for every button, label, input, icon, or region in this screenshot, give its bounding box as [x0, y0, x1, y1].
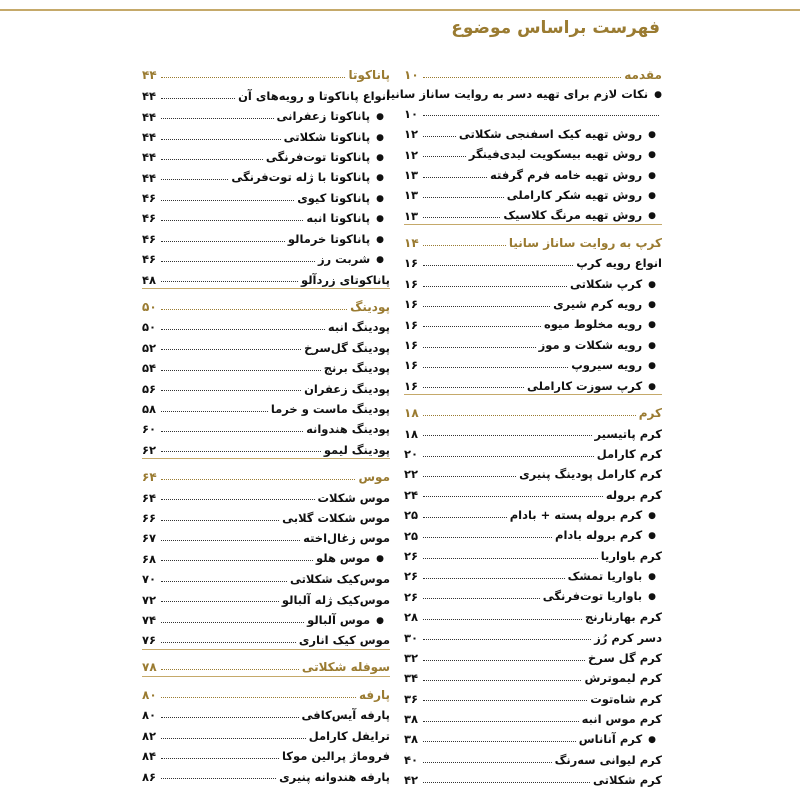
toc-label: ● پاناکوتا شکلاتی — [284, 131, 390, 144]
dot-leader — [423, 115, 659, 116]
toc-label: کرم برولە — [605, 487, 662, 502]
dot-leader — [423, 700, 587, 701]
toc-label: پودینگ هندوانه — [306, 422, 390, 437]
dot-leader — [161, 451, 321, 452]
toc-page-number: ۴۴ — [142, 170, 157, 185]
dot-leader — [423, 286, 567, 287]
dot-leader — [161, 411, 268, 412]
toc-label: موس‌کیک شکلاتی — [289, 572, 390, 587]
toc-label: ● پاناکوتا با ژله توت‌فرنگی — [231, 171, 390, 184]
toc-label: ● کرپ شکلاتی — [570, 278, 662, 291]
toc-page-number: ۴۴ — [142, 68, 157, 83]
dot-leader — [423, 456, 594, 457]
section-divider — [142, 458, 390, 459]
toc-page-number: ۲۸ — [404, 610, 419, 625]
toc-label: ● روش تهیه مرنگ کلاسیک — [503, 209, 662, 222]
toc-page-number: ۱۸ — [404, 405, 419, 420]
toc-page-number: ۴۰ — [404, 752, 419, 767]
dot-leader — [423, 721, 579, 722]
dot-leader — [161, 581, 287, 582]
toc-section[interactable] — [142, 62, 390, 82]
toc-label: ● پاناکوتا توت‌فرنگی — [266, 151, 390, 164]
toc-item[interactable] — [142, 375, 390, 395]
toc-item[interactable] — [404, 705, 662, 725]
toc-item[interactable] — [142, 763, 390, 783]
toc-label: کرم لیوانی سه‌رنگ — [554, 752, 662, 767]
toc-label: ● باواریا توت‌فرنگی — [543, 590, 662, 603]
toc-label: ● کرم آناناس — [579, 733, 662, 746]
dot-leader — [161, 560, 313, 561]
dot-leader — [423, 435, 592, 436]
dot-leader — [161, 159, 263, 160]
toc-item[interactable] — [142, 722, 390, 742]
toc-subitem[interactable] — [142, 164, 390, 184]
toc-section[interactable] — [142, 654, 390, 674]
toc-label: کرم باواریا — [600, 548, 662, 563]
toc-item[interactable] — [142, 354, 390, 374]
toc-item[interactable] — [404, 767, 662, 787]
toc-page-number: ۱۶ — [404, 297, 419, 312]
dot-leader — [423, 517, 507, 518]
toc-label: پودینگ لیمو — [323, 442, 390, 457]
dot-leader — [161, 281, 298, 282]
toc-page-number: ۱۲ — [404, 127, 419, 142]
dot-leader — [161, 642, 296, 643]
toc-page-number: ۱۰ — [404, 106, 419, 121]
toc-label: پاناکوتا — [348, 68, 390, 83]
dot-leader — [423, 136, 456, 137]
toc-item[interactable] — [142, 416, 390, 436]
toc-page-number: ۱۶ — [404, 338, 419, 353]
toc-subitem[interactable] — [404, 202, 662, 222]
toc-label: ● رویه شکلات و موز — [539, 339, 662, 352]
toc-label: ● کرم برولە پسته + بادام — [510, 509, 662, 522]
toc-page-number: ۱۳ — [404, 188, 419, 203]
dot-leader — [161, 697, 356, 698]
toc-subitem[interactable] — [142, 545, 390, 565]
dot-leader — [423, 156, 466, 157]
toc-label: کرم کارامل پودینگ پنیری — [519, 467, 662, 482]
toc-item[interactable] — [404, 440, 662, 460]
dot-leader — [423, 177, 487, 178]
dot-leader — [161, 738, 306, 739]
dot-leader — [161, 778, 276, 779]
toc-label: پارفه آیس‌کافی — [301, 708, 390, 723]
dot-leader — [161, 622, 304, 623]
toc-subitem[interactable] — [142, 205, 390, 225]
toc-item[interactable] — [142, 334, 390, 354]
dot-leader — [423, 578, 565, 579]
toc-label: ● شربت رز — [318, 253, 390, 266]
dot-leader — [161, 98, 235, 99]
dot-leader — [423, 619, 582, 620]
toc-label: ● روش تهیه شکر کاراملی — [507, 189, 662, 202]
toc-label: ● روش تهیه خامه فرم گرفته — [490, 169, 662, 182]
toc-subitem[interactable] — [404, 120, 662, 140]
dot-leader — [161, 139, 281, 140]
toc-page-number: ۱۶ — [404, 378, 419, 393]
dot-leader — [161, 540, 300, 541]
toc-label: کرم موس انبه — [581, 712, 662, 727]
toc-page-number: ۱۰ — [404, 68, 419, 83]
toc-item[interactable] — [142, 484, 390, 504]
toc-label: ● پاناکوتا خرمالو — [288, 233, 390, 246]
toc-subitem[interactable] — [404, 331, 662, 351]
toc-label: ترایفل کارامل — [308, 728, 390, 743]
toc-label: کرم کارامل — [596, 447, 662, 461]
toc-page-number: ۴۲ — [404, 773, 419, 788]
toc-label: کرم گل سرخ — [588, 650, 662, 665]
dot-leader — [161, 200, 294, 201]
dot-leader — [423, 245, 506, 246]
page-title: فهرست براساس موضوع — [451, 18, 660, 38]
toc-section[interactable] — [142, 463, 390, 483]
toc-subitem[interactable] — [404, 583, 662, 603]
toc-item[interactable] — [142, 627, 390, 647]
section-divider — [142, 649, 390, 650]
toc-item[interactable] — [142, 743, 390, 763]
toc-page-number: ۴۶ — [142, 211, 157, 226]
toc-item[interactable] — [142, 504, 390, 524]
toc-column-right — [386, 62, 662, 788]
dot-leader — [423, 639, 591, 640]
toc-page-number: ۲۵ — [404, 508, 419, 523]
toc-label: کرم — [638, 405, 662, 420]
dot-leader — [161, 370, 321, 371]
toc-page-number: ۱۶ — [404, 317, 419, 332]
toc-page-number: ۸۲ — [142, 728, 157, 743]
dot-leader — [161, 241, 285, 242]
toc-page-number: ۳۸ — [404, 732, 419, 747]
toc-label: کرم شکلاتی — [593, 773, 662, 788]
dot-leader — [423, 367, 568, 368]
toc-section[interactable] — [404, 399, 662, 419]
dot-leader — [423, 306, 550, 307]
section-divider — [404, 224, 662, 225]
dot-leader — [161, 758, 279, 759]
toc-item[interactable] — [404, 624, 662, 644]
toc-subitem[interactable] — [404, 141, 662, 161]
toc-label: دسر کرم رُز — [594, 630, 662, 645]
toc-subitem[interactable] — [142, 123, 390, 143]
toc-item[interactable] — [404, 420, 662, 440]
dot-leader — [161, 329, 325, 330]
toc-label: موس شکلات — [317, 490, 390, 505]
toc-label: انواع پاناکوتا و رویه‌های آن — [238, 89, 390, 104]
toc-page-number: ۶۸ — [142, 551, 157, 566]
toc-label: کرم پاتیسیر — [594, 426, 662, 441]
toc-item[interactable] — [142, 82, 390, 102]
toc-page-number: ۵۴ — [142, 361, 157, 376]
toc-page-number: ۷۰ — [142, 572, 157, 587]
toc-page-number: ۱۲ — [404, 147, 419, 162]
dot-leader — [161, 717, 299, 718]
toc-subitem[interactable] — [142, 144, 390, 164]
dot-leader — [423, 476, 516, 477]
toc-page-number: ۸۶ — [142, 769, 157, 784]
toc-label: پودینگ برنج — [323, 361, 390, 376]
toc-page-number: ۵۶ — [142, 381, 157, 396]
toc-item[interactable] — [404, 644, 662, 664]
toc-section[interactable] — [142, 293, 390, 313]
toc-page-number: ۳۲ — [404, 650, 419, 665]
toc-page-number: ۴۶ — [142, 191, 157, 206]
toc-page-number: ۴۸ — [142, 272, 157, 287]
toc-label: موس‌کیک ژله آلبالو — [281, 592, 390, 607]
toc-subitem[interactable] — [404, 270, 662, 290]
toc-page-number: ۴۴ — [142, 150, 157, 165]
toc-list-left — [142, 62, 390, 783]
toc-page-number: ۷۸ — [142, 660, 157, 675]
toc-page-number: ۲۶ — [404, 589, 419, 604]
dot-leader — [161, 220, 303, 221]
toc-subitem[interactable] — [142, 606, 390, 626]
toc-label: موس کیک اناری — [298, 633, 390, 648]
toc-page-number: ۴۴ — [142, 109, 157, 124]
toc-subitem[interactable] — [404, 352, 662, 372]
top-rule — [0, 9, 800, 11]
toc-subitem[interactable] — [404, 311, 662, 331]
toc-page-number: ۱۳ — [404, 208, 419, 223]
dot-leader — [423, 496, 603, 497]
toc-subitem[interactable] — [142, 184, 390, 204]
toc-page-number: ۴۶ — [142, 252, 157, 267]
dot-leader — [161, 479, 355, 480]
dot-leader — [161, 118, 274, 119]
dot-leader — [161, 669, 299, 670]
toc-page-number: ۲۵ — [404, 528, 419, 543]
toc-subitem[interactable] — [404, 501, 662, 521]
toc-page-number: ۷۶ — [142, 633, 157, 648]
dot-leader — [423, 197, 504, 198]
toc-item[interactable] — [404, 542, 662, 562]
toc-page-number: ۸۰ — [142, 708, 157, 723]
toc-item[interactable] — [142, 525, 390, 545]
dot-leader — [161, 520, 279, 521]
toc-label: پارفه — [358, 687, 390, 702]
dot-leader — [423, 265, 573, 266]
toc-page-number: ۳۴ — [404, 671, 419, 686]
dot-leader — [161, 309, 347, 310]
toc-page-number: ۷۲ — [142, 592, 157, 607]
section-divider — [142, 288, 390, 289]
toc-subitem[interactable] — [404, 372, 662, 392]
toc-page-number: ۱۶ — [404, 276, 419, 291]
dot-leader — [161, 349, 301, 350]
toc-section[interactable] — [404, 229, 662, 249]
toc-subitem[interactable] — [404, 182, 662, 202]
toc-subitem[interactable] — [386, 82, 662, 121]
toc-subitem[interactable] — [142, 103, 390, 123]
dot-leader — [423, 680, 581, 681]
toc-page-number: ۳۸ — [404, 712, 419, 727]
toc-page-number: ۳۰ — [404, 630, 419, 645]
toc-item[interactable] — [142, 395, 390, 415]
toc-item[interactable] — [404, 685, 662, 705]
dot-leader — [161, 179, 228, 180]
dot-leader — [423, 537, 552, 538]
toc-label: پودینگ انبه — [327, 320, 390, 335]
toc-page-number: ۱۶ — [404, 358, 419, 373]
toc-page-number: ۶۷ — [142, 531, 157, 546]
toc-label: کرم شاه‌توت — [590, 691, 662, 706]
toc-label: ● رویه سیروپ — [571, 359, 662, 372]
toc-label: ● پاناکوتا کیوی — [297, 192, 390, 205]
toc-page-number: ۱۴ — [404, 235, 419, 250]
toc-page-number: ۶۶ — [142, 510, 157, 525]
toc-subitem[interactable] — [404, 522, 662, 542]
toc-label: پودینگ ماست و خرما — [270, 402, 390, 416]
toc-subitem[interactable] — [142, 225, 390, 245]
toc-subitem[interactable] — [404, 563, 662, 583]
toc-page-number: ۵۰ — [142, 320, 157, 335]
toc-page-number: ۶۴ — [142, 490, 157, 505]
dot-leader — [423, 387, 524, 388]
toc-label: ● روش تهیه بیسکویت لیدی‌فینگر — [469, 148, 662, 161]
toc-column-left — [142, 62, 390, 783]
section-divider — [142, 676, 390, 677]
toc-page-number: ۵۲ — [142, 340, 157, 355]
toc-label: انواع رویه کرپ — [576, 256, 662, 271]
toc-page-number: ۴۶ — [142, 231, 157, 246]
dot-leader — [161, 499, 315, 500]
toc-section[interactable] — [142, 681, 390, 701]
toc-item[interactable] — [404, 603, 662, 623]
section-divider — [404, 394, 662, 395]
toc-label: پودینگ گل‌سرخ — [304, 340, 390, 355]
toc-label: ● پاناکوتا انبه — [306, 212, 390, 225]
dot-leader — [423, 598, 540, 599]
toc-page-number: ۴۴ — [142, 129, 157, 144]
toc-page-number: ۶۰ — [142, 422, 157, 437]
dot-leader — [423, 782, 590, 783]
dot-leader — [161, 261, 315, 262]
dot-leader — [423, 415, 636, 416]
toc-page-number: ۱۸ — [404, 426, 419, 441]
toc-item[interactable] — [142, 314, 390, 334]
toc-page-number: ۲۴ — [404, 487, 419, 502]
toc-page-number: ۳۶ — [404, 691, 419, 706]
toc-label: مقدمه — [624, 68, 662, 83]
toc-label: پارفه هندوانه پنیری — [279, 769, 390, 784]
dot-leader — [423, 558, 598, 559]
toc-label: پودینگ — [350, 299, 390, 314]
toc-item[interactable] — [142, 436, 390, 456]
toc-label: فروماژ پرالین موکا — [281, 749, 390, 764]
toc-label: ● باواریا تمشک — [568, 570, 662, 583]
toc-page-number: ۶۴ — [142, 469, 157, 484]
toc-label: ● موس آلبالو — [307, 614, 390, 627]
toc-label: سوفله شکلاتی — [301, 660, 390, 675]
dot-leader — [423, 762, 552, 763]
dot-leader — [423, 326, 541, 327]
toc-page-number: ۲۰ — [404, 447, 419, 461]
toc-subitem[interactable] — [142, 246, 390, 266]
toc-page-number: ۲۲ — [404, 467, 419, 482]
toc-label: کرم لیموترش — [584, 671, 662, 686]
toc-item[interactable] — [404, 481, 662, 501]
toc-label: ● نکات لازم برای تهیه دسر به روایت ساناز سانیا — [404, 82, 662, 100]
dot-leader — [161, 431, 303, 432]
dot-leader — [423, 77, 621, 78]
toc-page-number: ۲۶ — [404, 548, 419, 563]
toc-page-number: ۱۶ — [404, 256, 419, 271]
dot-leader — [423, 217, 500, 218]
toc-page-number: ۸۴ — [142, 749, 157, 764]
toc-subitem[interactable] — [404, 726, 662, 746]
toc-item[interactable] — [404, 665, 662, 685]
toc-page-number: ۸۰ — [142, 687, 157, 702]
toc-page-number: ۴۴ — [142, 89, 157, 104]
toc-label: موس زغال‌اخته — [303, 531, 390, 546]
toc-label: ● رویه مخلوط میوه — [544, 318, 662, 331]
toc-page-number: ۵۸ — [142, 402, 157, 416]
dot-leader — [161, 390, 301, 391]
dot-leader — [423, 660, 585, 661]
toc-label: ● پاناکوتا زعفرانی — [277, 110, 390, 123]
toc-page-number: ۶۲ — [142, 442, 157, 457]
toc-page-number: ۲۶ — [404, 569, 419, 584]
toc-subitem[interactable] — [404, 161, 662, 181]
toc-page-number: ۵۰ — [142, 299, 157, 314]
toc-section[interactable] — [404, 62, 662, 82]
dot-leader — [423, 347, 536, 348]
toc-item[interactable] — [142, 266, 390, 286]
toc-page-number: ۷۴ — [142, 612, 157, 627]
toc-item[interactable] — [404, 250, 662, 270]
dot-leader — [161, 601, 279, 602]
dot-leader — [423, 741, 576, 742]
toc-label: ● موس هلو — [316, 552, 390, 565]
toc-label: کرپ به روایت ساناز سانیا — [508, 235, 662, 250]
toc-label: ● کرم برولە بادام — [555, 529, 662, 542]
toc-item[interactable] — [404, 461, 662, 481]
toc-page-number: ۱۳ — [404, 167, 419, 182]
toc-item[interactable] — [142, 565, 390, 585]
toc-label: پودینگ زعفران — [304, 381, 390, 396]
toc-item[interactable] — [142, 702, 390, 722]
toc-label: ● روش تهیه کیک اسفنجی شکلاتی — [459, 128, 662, 141]
toc-label: کرم بهارنارنج — [585, 610, 662, 625]
toc-label: موس — [358, 469, 390, 484]
toc-subitem[interactable] — [404, 291, 662, 311]
toc-list-right — [386, 62, 662, 788]
toc-item[interactable] — [404, 746, 662, 766]
toc-label: ● کرپ سوزت کاراملی — [527, 380, 662, 393]
toc-label: موس شکلات گلابی — [282, 510, 390, 525]
toc-item[interactable] — [142, 586, 390, 606]
toc-label: پاناکوتای زردآلو — [301, 272, 390, 287]
dot-leader — [161, 77, 345, 78]
toc-label: ● رویه کرم شیری — [553, 298, 662, 311]
